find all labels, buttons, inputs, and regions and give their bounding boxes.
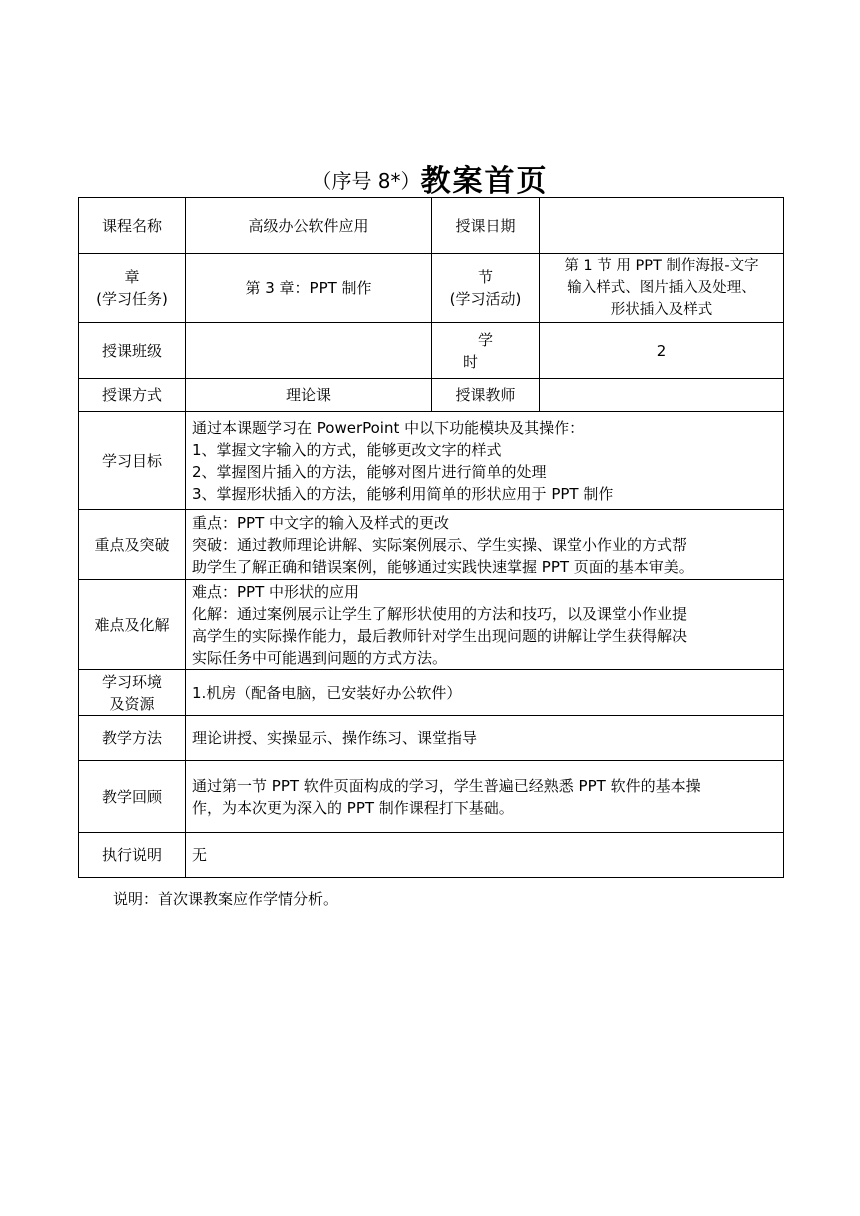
method-type-value: 理论课 bbox=[186, 379, 432, 412]
row-class bbox=[79, 323, 784, 379]
row-method-type bbox=[79, 379, 784, 412]
page-title bbox=[0, 156, 860, 200]
difficulties-line: 难点：PPT 中形状的应用 bbox=[192, 582, 360, 601]
hours-value: 2 bbox=[540, 323, 784, 379]
objectives-line: 3、掌握形状插入的方法，能够利用简单的形状应用于 PPT 制作 bbox=[192, 484, 614, 503]
footnote: 说明：首次课教案应作学情分析。 bbox=[113, 890, 339, 908]
environment-label bbox=[79, 670, 186, 716]
course-name-value: 高级办公软件应用 bbox=[186, 198, 432, 254]
review-content bbox=[186, 761, 784, 833]
row-chapter bbox=[79, 254, 784, 323]
date-label: 授课日期 bbox=[432, 198, 540, 254]
title-main: 教案首页 bbox=[420, 164, 549, 199]
execution-label: 执行说明 bbox=[79, 833, 186, 878]
row-environment bbox=[79, 670, 784, 716]
key-points-line: 突破：通过教师理论讲解、实际案例展示、学生实操、课堂小作业的方式帮 bbox=[192, 535, 688, 554]
objectives-label: 学习目标 bbox=[79, 412, 186, 510]
key-points-label: 重点及突破 bbox=[79, 510, 186, 580]
chapter-value: 第 3 章：PPT 制作 bbox=[186, 254, 432, 323]
environment-value: 1.机房（配备电脑，已安装好办公软件） bbox=[186, 670, 784, 716]
hours-label-text: 学时 bbox=[462, 330, 523, 371]
lesson-plan-table bbox=[78, 197, 784, 878]
class-label: 授课班级 bbox=[79, 323, 186, 379]
objectives-content bbox=[186, 412, 784, 510]
teacher-value bbox=[540, 379, 784, 412]
section-value-line: 输入样式、图片插入及处理、 bbox=[567, 280, 756, 296]
objectives-line: 2、掌握图片插入的方法，能够对图片进行简单的处理 bbox=[192, 462, 547, 481]
row-execution bbox=[79, 833, 784, 878]
teaching-method-value: 理论讲授、实操显示、操作练习、课堂指导 bbox=[186, 716, 784, 761]
objectives-line: 1、掌握文字输入的方式，能够更改文字的样式 bbox=[192, 440, 502, 459]
difficulties-line: 高学生的实际操作能力，最后教师针对学生出现问题的讲解让学生获得解决 bbox=[192, 626, 688, 645]
execution-value: 无 bbox=[186, 833, 784, 878]
review-line: 作，为本次更为深入的 PPT 制作课程打下基础。 bbox=[192, 798, 514, 817]
key-points-content bbox=[186, 510, 784, 580]
chapter-label-line1: 章 bbox=[124, 268, 140, 286]
row-difficulties bbox=[79, 580, 784, 670]
chapter-label-line2: (学习任务) bbox=[96, 290, 168, 308]
key-points-line: 重点：PPT 中文字的输入及样式的更改 bbox=[192, 513, 450, 532]
section-label bbox=[432, 254, 540, 323]
class-value bbox=[186, 323, 432, 379]
course-name-label: 课程名称 bbox=[79, 198, 186, 254]
review-label: 教学回顾 bbox=[79, 761, 186, 833]
hours-label bbox=[432, 323, 540, 379]
difficulties-content bbox=[186, 580, 784, 670]
difficulties-line: 化解：通过案例展示让学生了解形状使用的方法和技巧，以及课堂小作业提 bbox=[192, 604, 688, 623]
key-points-line: 助学生了解正确和错误案例，能够通过实践快速掌握 PPT 页面的基本审美。 bbox=[192, 557, 694, 576]
chapter-label bbox=[79, 254, 186, 323]
difficulties-label: 难点及化解 bbox=[79, 580, 186, 670]
section-value bbox=[540, 254, 784, 323]
title-prefix: （序号 8*） bbox=[311, 169, 421, 193]
teacher-label: 授课教师 bbox=[432, 379, 540, 412]
row-review bbox=[79, 761, 784, 833]
section-label-line2: (学习活动) bbox=[449, 290, 522, 308]
section-value-line: 形状插入及样式 bbox=[610, 302, 713, 318]
review-line: 通过第一节 PPT 软件页面构成的学习，学生普遍已经熟悉 PPT 软件的基本操 bbox=[192, 776, 701, 795]
row-objectives bbox=[79, 412, 784, 510]
section-value-line: 第 1 节 用 PPT 制作海报-文字 bbox=[564, 258, 759, 274]
difficulties-line: 实际任务中可能遇到问题的方式方法。 bbox=[192, 648, 448, 667]
date-value bbox=[540, 198, 784, 254]
row-course bbox=[79, 198, 784, 254]
environment-label-line1: 学习环境 bbox=[101, 672, 162, 691]
objectives-line: 通过本课题学习在 PowerPoint 中以下功能模块及其操作： bbox=[192, 418, 585, 437]
environment-label-line2: 及资源 bbox=[109, 694, 155, 713]
section-label-line1: 节 bbox=[477, 268, 493, 286]
teaching-method-label: 教学方法 bbox=[79, 716, 186, 761]
row-teaching-method bbox=[79, 716, 784, 761]
method-type-label: 授课方式 bbox=[79, 379, 186, 412]
row-key-points bbox=[79, 510, 784, 580]
